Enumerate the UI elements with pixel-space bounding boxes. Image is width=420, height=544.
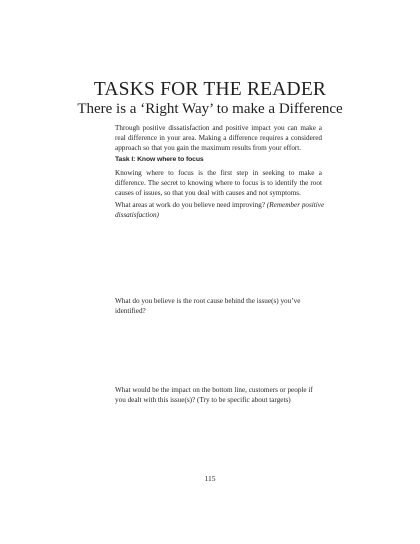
intro-paragraph: Through positive dissatisfaction and positive impact you can make a real difference in your area. Making a difference requires a considered approach so that you gain the maximum results from your effort.	[115, 124, 322, 153]
task-paragraph: Knowing where to focus is the first step in seeking to make a difference. The secret to knowing where to focus is to identify the root causes of issues, so that you deal with causes and not symptoms.	[115, 169, 322, 198]
page-subtitle: There is a ‘Right Way’ to make a Difference	[77, 101, 343, 117]
question-1	[115, 200, 325, 220]
page-number: 115	[204, 474, 216, 483]
question-3-text: What would be the impact on the bottom line, customers or people if you dealt with this issue(s)? (Try to be specific about targets)	[115, 386, 313, 405]
question-1-text: What areas at work do you believe need improving?	[115, 201, 267, 209]
question-1-hint: (Remember positive dissatisfaction)	[115, 201, 325, 220]
task-heading: Task I: Know where to focus	[115, 156, 204, 163]
question-3	[115, 385, 325, 405]
question-2	[115, 296, 325, 316]
page-title: TASKS FOR THE READER	[93, 79, 327, 100]
question-2-text: What do you believe is the root cause behind the issue(s) you’ve identified?	[115, 297, 301, 316]
